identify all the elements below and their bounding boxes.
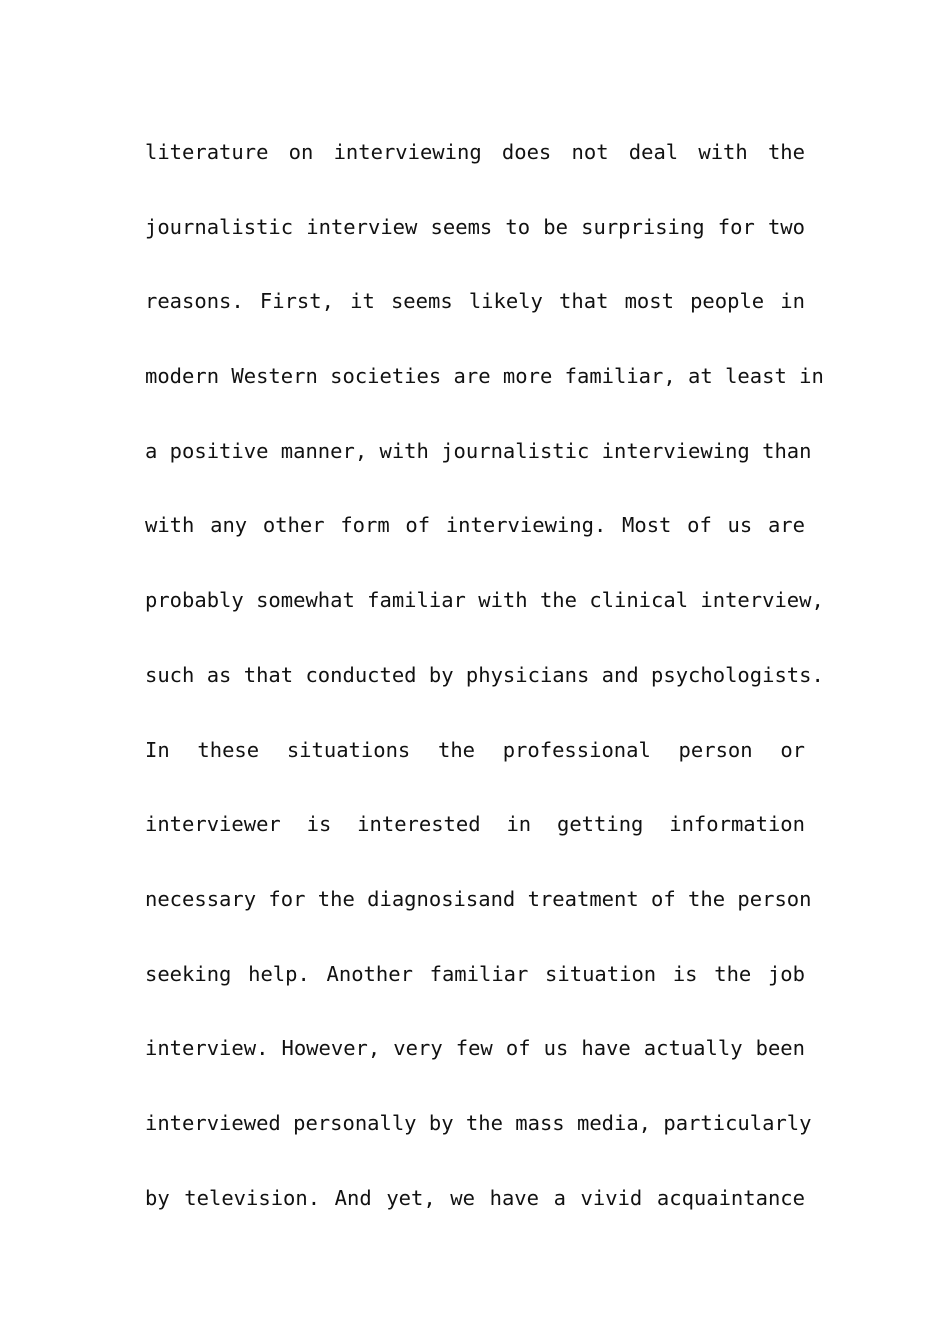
text-line: journalistic interview seems to be surprising for two (145, 214, 805, 239)
body-text (145, 132, 824, 1252)
text-line: interviewer is interested in getting information (145, 812, 805, 837)
text-line: by television. And yet, we have a vivid acquaintance (145, 1185, 805, 1210)
text-line: a positive manner, with journalistic interviewing than (145, 438, 812, 463)
text-line: such as that conducted by physicians and psychologists. (145, 662, 824, 687)
text-line: interview. However, very few of us have actually been (145, 1036, 805, 1061)
text-line: seeking help. Another familiar situation is the job (145, 961, 805, 986)
text-line: In these situations the professional person or (145, 737, 805, 762)
text-line: probably somewhat familiar with the clinical interview, (145, 588, 824, 613)
text-line: necessary for the diagnosisand treatment of the person (145, 886, 812, 911)
text-line: interviewed personally by the mass media, particularly (145, 1110, 812, 1135)
text-line: literature on interviewing does not deal with the (145, 140, 805, 164)
text-line: with any other form of interviewing. Most of us are (145, 513, 805, 538)
text-line: reasons. First, it seems likely that most people in (145, 289, 805, 314)
text-line: modern Western societies are more familiar, at least in (145, 364, 824, 389)
